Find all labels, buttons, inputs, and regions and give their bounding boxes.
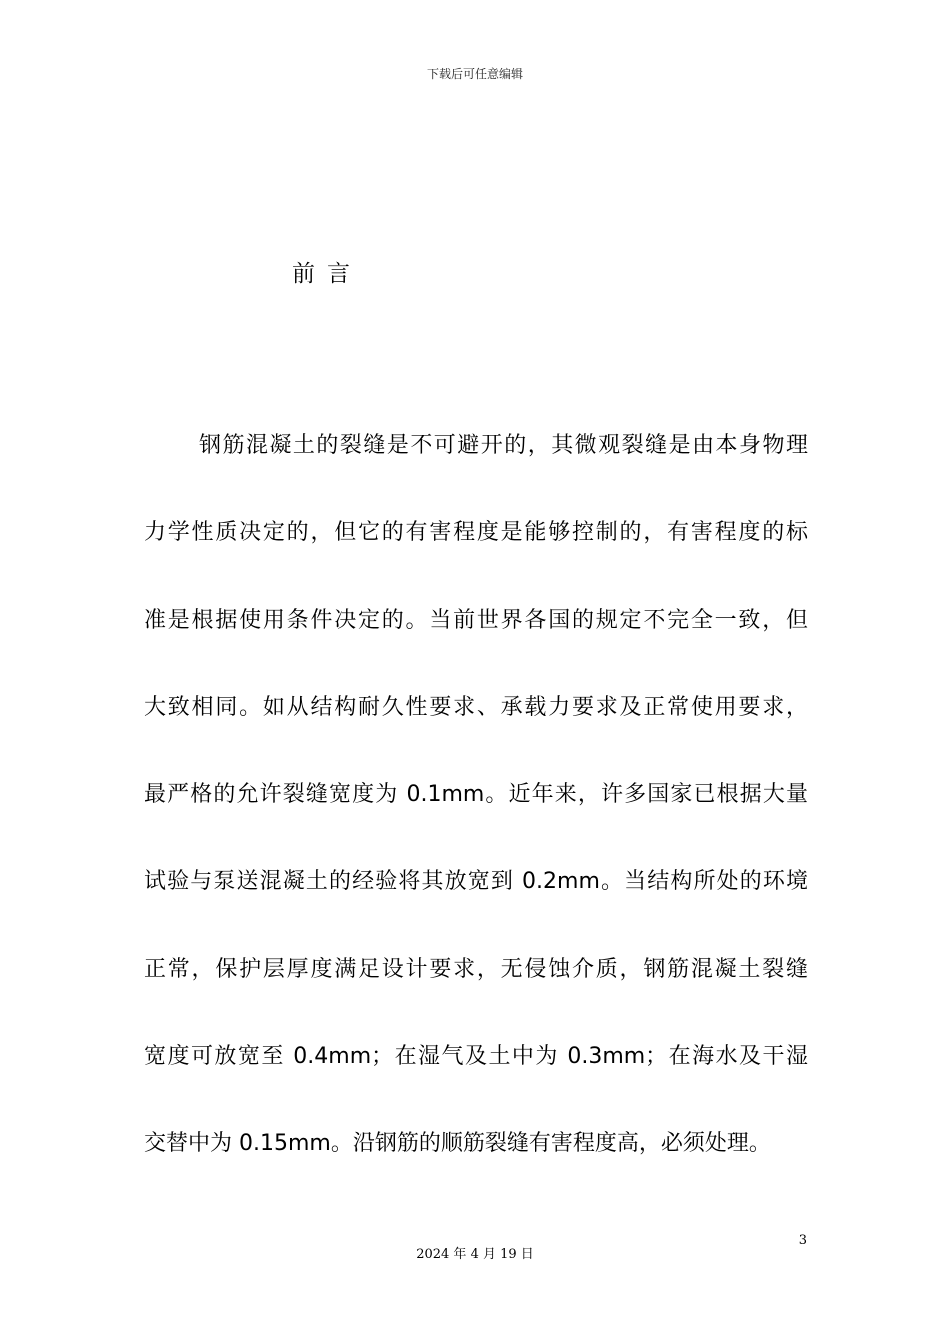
footer-date: 2024 年 4 月 19 日: [416, 1247, 534, 1262]
header-note: 下载后可任意编辑: [426, 67, 523, 81]
page-title: 前言: [292, 261, 362, 287]
paragraph-line: 钢筋混凝土的裂缝是不可避开的，其微观裂缝是由本身物理: [199, 433, 808, 458]
page-number: 3: [798, 1233, 807, 1248]
paragraph-line: 试验与泵送混凝土的经验将其放宽到 0.2mm。当结构所处的环境: [144, 869, 808, 895]
body-paragraph: [144, 424, 808, 1210]
paragraph-line: 最严格的允许裂缝宽度为 0.1mm。近年来，许多国家已根据大量: [144, 782, 808, 808]
paragraph-line: 准是根据使用条件决定的。当前世界各国的规定不完全一致，但: [144, 607, 808, 633]
paragraph-line: 宽度可放宽至 0.4mm；在湿气及土中为 0.3mm；在海水及干湿: [144, 1044, 808, 1070]
paragraph-line: 正常，保护层厚度满足设计要求，无侵蚀介质，钢筋混凝土裂缝: [144, 956, 808, 982]
paragraph-line: 交替中为 0.15mm。沿钢筋的顺筋裂缝有害程度高，必须处理。: [144, 1131, 771, 1157]
paragraph-line: 力学性质决定的，但它的有害程度是能够控制的，有害程度的标: [144, 520, 808, 546]
paragraph-line: 大致相同。如从结构耐久性要求、承载力要求及正常使用要求，: [144, 694, 808, 720]
